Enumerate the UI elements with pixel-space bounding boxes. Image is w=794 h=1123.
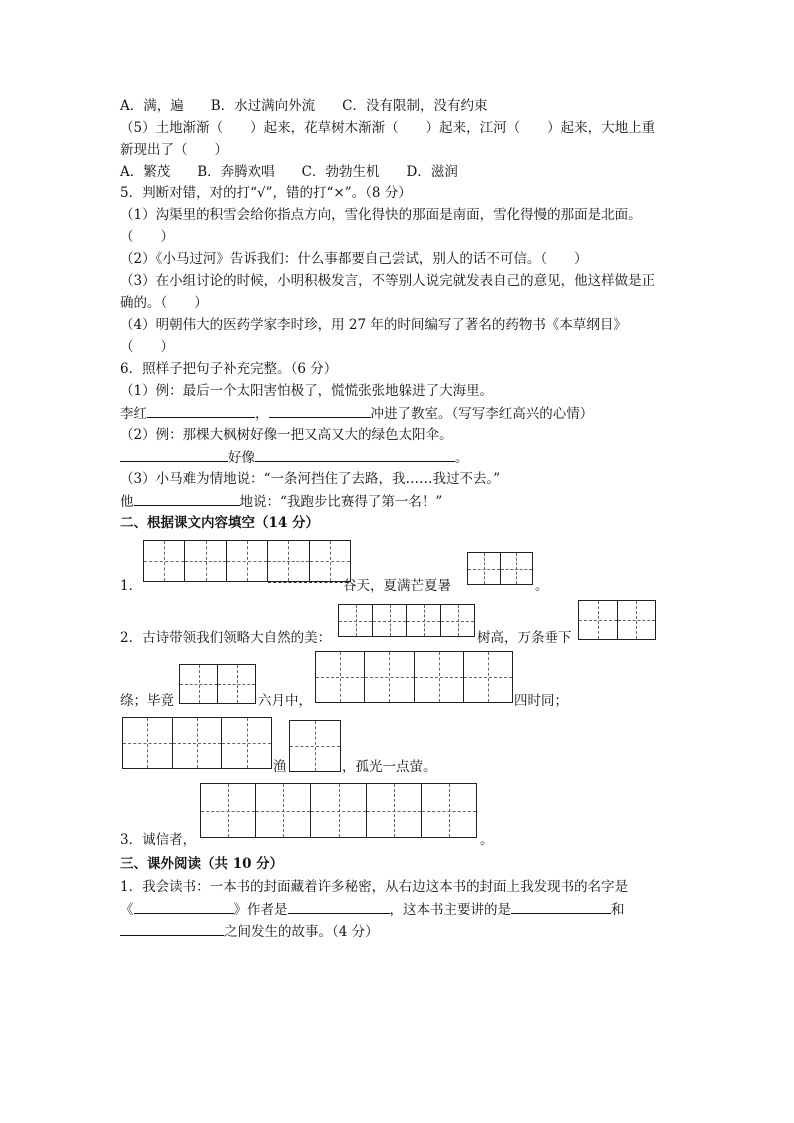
- q5-item4-line1: （4）明朝伟大的医药学家李时珍，用 27 年的时间编写了著名的药物书《本草纲目》: [120, 317, 627, 333]
- grid-4a[interactable]: [122, 717, 272, 769]
- q6-fill-1-c: 冲进了教室。（写写李红高兴的心情）: [370, 406, 594, 422]
- part2-l5-a: 3．诚信者，: [120, 832, 197, 848]
- q6-blank-2a[interactable]: [120, 449, 228, 462]
- q4-options-3: A．满，遍 B．水过满向外流 C．没有限制，没有约束: [120, 98, 488, 114]
- q6-fill-1-b: ，: [255, 406, 269, 422]
- q6-fill-2-b: 。: [455, 450, 469, 466]
- part3-q1-e: 之间发生的故事。（4 分）: [224, 924, 379, 940]
- grid-3b[interactable]: [315, 651, 513, 703]
- q5-item1-line1: （1）沟渠里的积雪会给你指点方向，雪化得快的那面是南面，雪化得慢的那面是北面。: [120, 207, 642, 223]
- grid-2a[interactable]: [338, 604, 475, 637]
- part3-q1-line2: [120, 901, 625, 918]
- q6-example-1: （1）例：最后一个太阳害怕极了，慌慌张张地躲进了大海里。: [120, 383, 494, 399]
- q4-5-line1: （5）土地渐渐（ ）起来，花草树木渐渐（ ）起来，江河（ ）起来，大地上重: [120, 120, 656, 136]
- q6-fill-1: [120, 405, 593, 422]
- part3-blank-title[interactable]: [134, 901, 234, 914]
- grid-3a[interactable]: [179, 664, 256, 704]
- q6-fill-3-a: 他: [120, 494, 134, 510]
- q6-blank-1b[interactable]: [269, 405, 371, 418]
- part2-l2-b: 树高，万条垂下: [477, 630, 572, 646]
- part3-blank-author[interactable]: [288, 901, 390, 914]
- part3-q1-c: ，这本书主要讲的是: [389, 902, 511, 918]
- part2-title: 二、根据课文内容填空（14 分）: [120, 515, 319, 531]
- part2-l3-a: 绦；毕竟: [120, 693, 174, 709]
- part2-l4-a: 渔: [273, 759, 287, 775]
- q6-fill-2-a: 好像: [228, 450, 255, 466]
- grid-1b[interactable]: [467, 552, 533, 585]
- part2-l4-b: ，孤光一点萤。: [342, 759, 437, 775]
- part2-l5-b: 。: [480, 832, 494, 848]
- q6-blank-3a[interactable]: [134, 493, 240, 506]
- q5-title: 5．判断对错，对的打“√”，错的打“×”。（8 分）: [120, 185, 412, 201]
- q6-title: 6．照样子把句子补充完整。（6 分）: [120, 361, 338, 377]
- grid-1a-dash: [268, 582, 348, 583]
- q5-item3-line2: 确的。（ ）: [120, 295, 208, 311]
- q6-blank-1a[interactable]: [147, 405, 255, 418]
- part3-title: 三、课外阅读（共 10 分）: [120, 856, 284, 872]
- part2-l1-end: 。: [535, 578, 549, 594]
- part2-l1-text: 谷天，夏满芒夏暑: [343, 578, 451, 594]
- q6-example-2: （2）例：那棵大枫树好像一把又高又大的绿色太阳伞。: [120, 427, 453, 443]
- part3-q1-line1: 1．我会读书：一本书的封面藏着许多秘密，从右边这本书的封面上我发现书的名字是: [120, 879, 629, 895]
- q5-item1-line2: （ ）: [120, 229, 174, 245]
- grid-1a[interactable]: [143, 540, 351, 582]
- part2-l1-num: 1．: [120, 578, 143, 594]
- part3-q1-b: 》作者是: [233, 902, 288, 918]
- q6-fill-2: [120, 449, 469, 466]
- q4-5-options: A．繁茂 B．奔腾欢唱 C．勃勃生机 D．滋润: [120, 164, 458, 180]
- q6-blank-2b[interactable]: [255, 449, 455, 462]
- grid-2b[interactable]: [578, 600, 656, 640]
- part3-q1-line3: [120, 923, 379, 940]
- q6-fill-3: [120, 493, 442, 510]
- part2-l3-b: 六月中，: [258, 693, 312, 709]
- part3-q1-a: 《: [120, 902, 134, 918]
- part2-l3-c: 四时同；: [514, 693, 568, 709]
- part3-blank-subject-a[interactable]: [511, 901, 611, 914]
- q6-fill-1-a: 李红: [120, 406, 147, 422]
- grid-4b[interactable]: [289, 720, 341, 772]
- q4-5-line2: 新现出了（ ）: [120, 142, 228, 158]
- q6-example-3: （3）小马难为情地说：“一条河挡住了去路，我……我过不去。”: [120, 471, 501, 487]
- q5-item4-line2: （ ）: [120, 339, 174, 355]
- q6-fill-3-b: 地说：“我跑步比赛得了第一名！”: [239, 494, 443, 510]
- q5-item3-line1: （3）在小组讨论的时候，小明积极发言，不等别人说完就发表自己的意见，他这样做是正: [120, 273, 656, 289]
- grid-5[interactable]: [200, 783, 477, 838]
- q5-item2: （2）《小马过河》告诉我们：什么事都要自己尝试，别人的话不可信。（ ）: [120, 251, 588, 267]
- part2-l2-text: 2．古诗带领我们领略大自然的美：: [120, 630, 332, 646]
- part3-blank-subject-b[interactable]: [120, 923, 224, 936]
- part3-q1-d: 和: [611, 902, 625, 918]
